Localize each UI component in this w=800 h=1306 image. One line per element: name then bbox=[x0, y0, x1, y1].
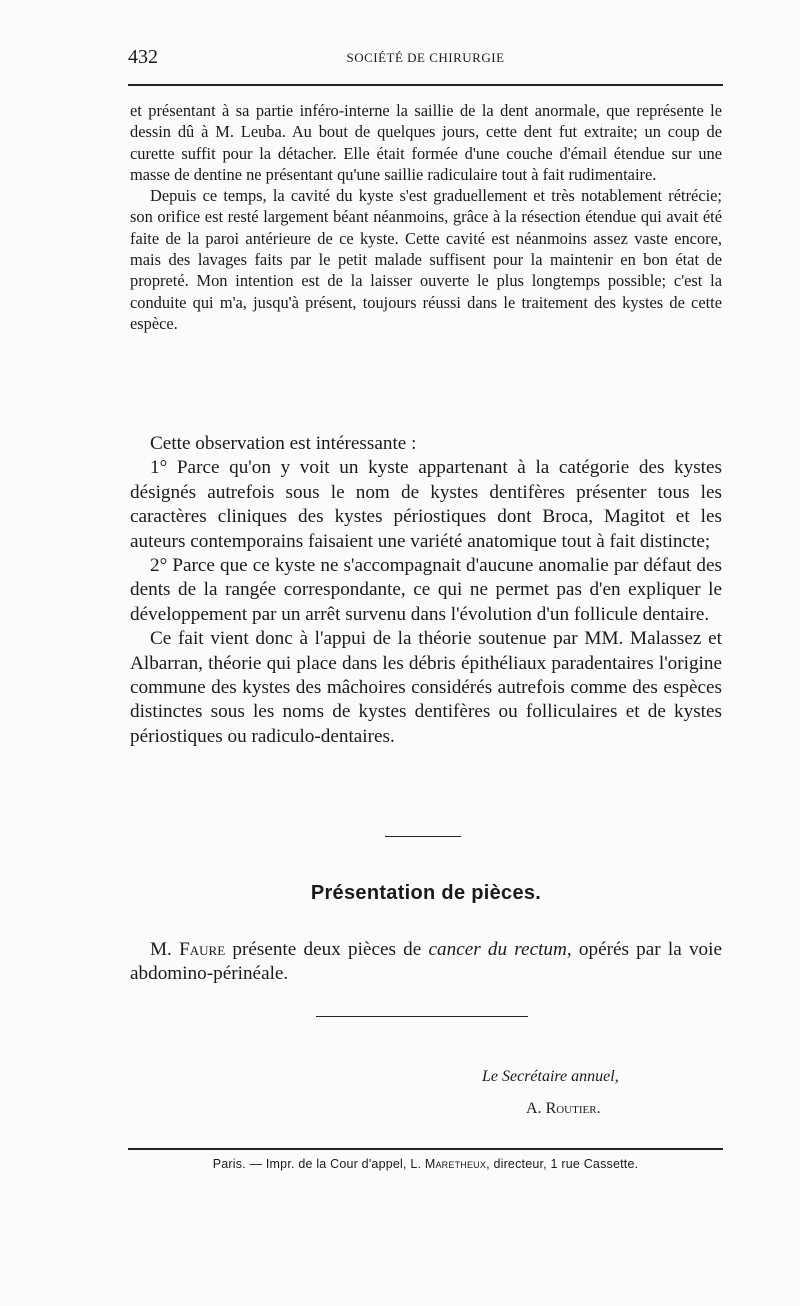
speaker-prefix: M. bbox=[150, 939, 180, 960]
signature-suffix: . bbox=[596, 1100, 601, 1117]
signature-role: Le Secrétaire annuel, bbox=[482, 1068, 619, 1085]
header-rule bbox=[128, 84, 723, 86]
conclusion-text bbox=[130, 432, 722, 749]
footer-printer: Maretheux bbox=[424, 1157, 487, 1171]
signature-initial: A. bbox=[526, 1100, 546, 1117]
page-number: 432 bbox=[128, 46, 158, 68]
running-head: SOCIÉTÉ DE CHIRURGIE bbox=[346, 50, 505, 65]
printer-footer bbox=[128, 1157, 723, 1171]
text-after: , opérés par la voie abdomino-périnéale. bbox=[130, 939, 722, 985]
paragraph: et présentant à sa partie inféro-interne la saillie de la dent anormale, que représente le dessin dû à M. Leuba. Au bout de quelques jours, cette dent fut extraite; un coup de curette suffit pour la détacher. Elle était formée d'une couche d'émail étendue sur une masse de dentine ne présentant qu'une saillie radiculaire tout à fait rudimentaire. bbox=[130, 101, 722, 184]
footer-suffix: , directeur, 1 rue Cassette. bbox=[486, 1157, 639, 1171]
emphasis-text: cancer du rectum bbox=[428, 939, 567, 960]
signature-surname: Routier bbox=[545, 1100, 597, 1117]
paragraph: Depuis ce temps, la cavité du kyste s'est graduellement et très notablement rétrécie; son orifice est resté largement béant néanmoins, grâce à la résection étendue qui avait été faite de la paroi antérieure de ce kyste. Cette cavité est néanmoins assez vaste encore, mais des lavages faits par le petit malade suffisent pour la maintenir en bon état de propreté. Mon intention est de la laisser ouverte le plus longtemps possible; c'est la conduite qui m'a, jusqu'à présent, toujours réussi dans le traitement des kystes de cette espèce. bbox=[130, 186, 722, 333]
end-separator bbox=[316, 1016, 528, 1017]
footer-prefix: Paris. — Impr. de la Cour d'appel, L. bbox=[212, 1157, 425, 1171]
paragraph: 1° Parce qu'on y voit un kyste appartenant à la catégorie des kystes désignés autrefois sous le nom de kystes dentifères présenter tous les caractères cliniques des kystes périostiques dont Broca, Magitot et les auteurs contemporains faisaient une variété anatomique tout à fait distincte; bbox=[130, 457, 722, 552]
text-before: présente deux pièces de bbox=[225, 939, 429, 960]
signature-name bbox=[526, 1100, 601, 1118]
section-body bbox=[130, 938, 722, 987]
paragraph: Ce fait vient donc à l'appui de la théorie soutenue par MM. Malassez et Albarran, théorie qui place dans les débris épithéliaux paradentaires l'origine commune des kystes des mâchoires considérés autrefois comme des espèces distinctes sous les noms de kystes dentifères ou folliculaires et de kystes périostiques ou radiculo-dentaires. bbox=[130, 628, 722, 747]
paragraph: Cette observation est intéressante : bbox=[150, 433, 417, 454]
case-report-text bbox=[130, 100, 722, 334]
page-header bbox=[128, 46, 723, 70]
paragraph: 2° Parce que ce kyste ne s'accompagnait d'aucune anomalie par défaut des dents de la rangée correspondante, ce qui ne permet pas d'en expliquer le développement par un arrêt survenu dans l'évolution d'un follicule dentaire. bbox=[130, 555, 722, 625]
speaker-name: Faure bbox=[179, 939, 226, 960]
paragraph bbox=[130, 938, 722, 987]
section-title: Présentation de pièces. bbox=[310, 882, 542, 904]
footer-rule bbox=[128, 1148, 723, 1150]
section-separator bbox=[385, 836, 461, 837]
